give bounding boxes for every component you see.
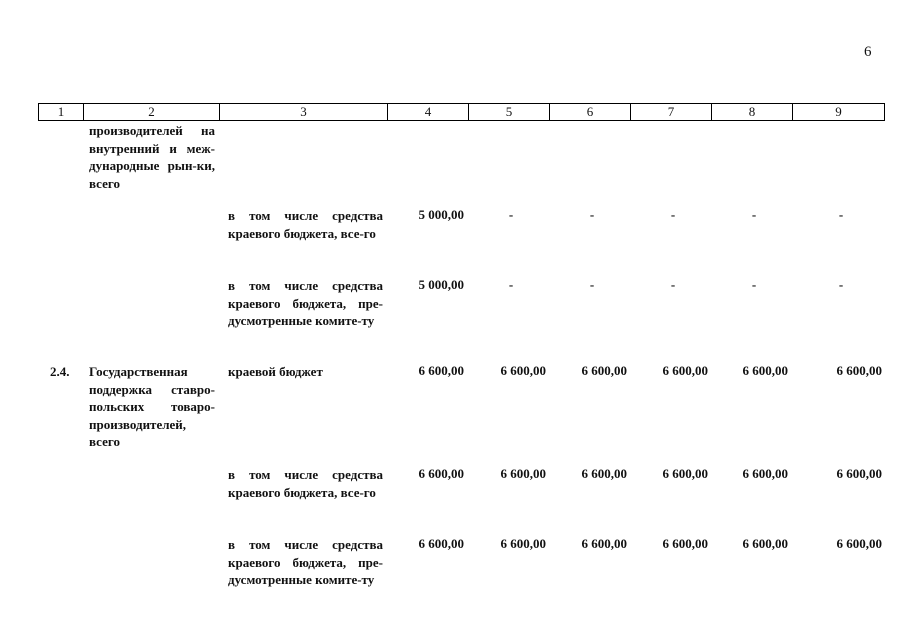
row-d-col-4: 6 600,00 <box>418 363 464 378</box>
row-c-col-6: - <box>589 277 595 292</box>
row-e-col-5: 6 600,00 <box>500 466 546 481</box>
row-c-col-9: - <box>838 277 844 292</box>
header-col-3: 3 <box>219 103 388 121</box>
row-b-col-6: - <box>589 207 595 222</box>
row-e-col-9: 6 600,00 <box>836 466 882 481</box>
header-col-7: 7 <box>630 103 712 121</box>
row-c-col-8: - <box>751 277 757 292</box>
row-b-source: в том числе средства краевого бюджета, все-го <box>228 208 383 241</box>
row-d-col-7: 6 600,00 <box>662 363 708 378</box>
row-f-col-9: 6 600,00 <box>836 536 882 551</box>
row-b-col-5: - <box>508 207 514 222</box>
row-e-col-4: 6 600,00 <box>418 466 464 481</box>
row-e-col-6: 6 600,00 <box>581 466 627 481</box>
table-header-row <box>39 103 885 121</box>
row-c-col-5: - <box>508 277 514 292</box>
row-d-source: краевой бюджет <box>228 364 323 379</box>
header-col-6: 6 <box>549 103 631 121</box>
row-d-col-9: 6 600,00 <box>836 363 882 378</box>
header-col-2: 2 <box>83 103 220 121</box>
row-b-col-9: - <box>838 207 844 222</box>
row-c-col-7: - <box>670 277 676 292</box>
row-b-col-4: 5 000,00 <box>418 207 464 222</box>
header-col-5: 5 <box>468 103 550 121</box>
header-col-9: 9 <box>792 103 885 121</box>
row-c-source: в том числе средства краевого бюджета, пре-дусмотренные комите-ту <box>228 278 383 328</box>
row-e-col-7: 6 600,00 <box>662 466 708 481</box>
row-a-name: производителей на внутренний и меж-дународные рын-ки, всего <box>89 123 215 191</box>
row-f-source: в том числе средства краевого бюджета, пре-дусмотренные комите-ту <box>228 537 383 587</box>
row-d-name: Государственная поддержка ставро-польских товаро-производителей, всего <box>89 364 215 449</box>
row-f-col-6: 6 600,00 <box>581 536 627 551</box>
header-col-1: 1 <box>38 103 84 121</box>
row-f-col-5: 6 600,00 <box>500 536 546 551</box>
row-d-col-5: 6 600,00 <box>500 363 546 378</box>
row-f-col-8: 6 600,00 <box>742 536 788 551</box>
header-col-4: 4 <box>387 103 469 121</box>
row-c-col-4: 5 000,00 <box>418 277 464 292</box>
row-f-col-4: 6 600,00 <box>418 536 464 551</box>
row-f-col-7: 6 600,00 <box>662 536 708 551</box>
row-e-source: в том числе средства краевого бюджета, все-го <box>228 467 383 500</box>
row-e-col-8: 6 600,00 <box>742 466 788 481</box>
row-d-col-6: 6 600,00 <box>581 363 627 378</box>
row-d-index: 2.4. <box>50 364 70 379</box>
header-col-8: 8 <box>711 103 793 121</box>
page-number: 6 <box>864 44 872 60</box>
row-b-col-8: - <box>751 207 757 222</box>
row-b-col-7: - <box>670 207 676 222</box>
row-d-col-8: 6 600,00 <box>742 363 788 378</box>
